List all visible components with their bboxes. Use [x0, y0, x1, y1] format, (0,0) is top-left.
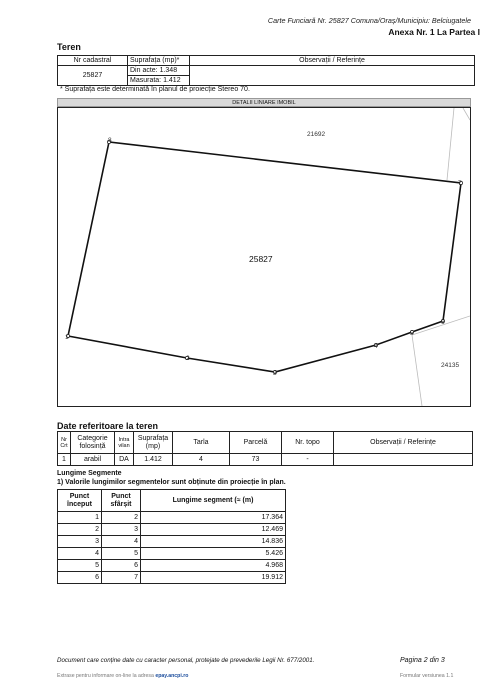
cell-end: 5: [102, 548, 141, 560]
teren-footnote: * Suprafața este determinată în planul de proiecție Stereo 70.: [60, 86, 250, 93]
cell-nr-topo: -: [282, 454, 334, 466]
header-parcela: Parcelă: [230, 432, 282, 454]
table-row: [58, 454, 473, 466]
suprafata-masurata: Masurata: 1.412: [128, 76, 190, 86]
footer-disclaimer: Document care conține date cu caracter personal, protejate de prevederile Legii Nr. 677/2001.: [57, 657, 315, 664]
cell-end: 2: [102, 512, 141, 524]
parcel-map: [57, 107, 471, 407]
table-row: [58, 524, 286, 536]
parcel-number-label: 25827: [249, 254, 273, 264]
cell-nr-crt: 1: [58, 454, 71, 466]
nr-cadastral-value: 25827: [58, 66, 128, 86]
date-referitoare-table: [57, 431, 473, 466]
header-lungime: Lungime segment (≈ (m): [141, 490, 286, 512]
table-row: [58, 548, 286, 560]
vertex-label: 2: [186, 355, 190, 362]
col-suprafata: Suprafața (mp)*: [128, 56, 190, 66]
header-punct-inceput: Punct început: [58, 490, 102, 512]
segments-title: Lungime Segmente: [57, 470, 122, 477]
cell-length: 4.968: [141, 560, 286, 572]
col-observatii: Observații / Referințe: [190, 56, 475, 66]
header-observatii: Observații / Referințe: [334, 432, 473, 454]
cell-start: 6: [58, 572, 102, 584]
cell-start: 4: [58, 548, 102, 560]
cell-tarla: 4: [173, 454, 230, 466]
table-row: [58, 512, 286, 524]
cell-observatii: [334, 454, 473, 466]
cell-length: 12.469: [141, 524, 286, 536]
cell-start: 1: [58, 512, 102, 524]
vertex-label: 5: [410, 330, 414, 337]
header-nr-topo: Nr. topo: [282, 432, 334, 454]
neighbor-boundary-line: [412, 335, 422, 406]
cell-length: 19.912: [141, 572, 286, 584]
footer-extract-text: Extrase pentru informare on-line la adresa: [57, 673, 154, 679]
table-row: [58, 560, 286, 572]
header-cf-line: Carte Funciară Nr. 25827 Comuna/Oraș/Municipiu: Belciugatele: [267, 16, 471, 25]
anexa-title: Anexa Nr. 1 La Partea I: [388, 27, 480, 37]
header-suprafata: Suprafața (mp): [134, 432, 173, 454]
vertex-label: 4: [374, 343, 378, 350]
cell-length: 17.364: [141, 512, 286, 524]
teren-table: [57, 55, 475, 86]
date-referitoare-title: Date referitoare la teren: [57, 421, 159, 431]
teren-section-title: Teren: [57, 42, 81, 52]
header-categorie: Categorie folosință: [71, 432, 115, 454]
vertex-label: 8: [108, 137, 112, 144]
cell-start: 2: [58, 524, 102, 536]
cell-parcela: 73: [230, 454, 282, 466]
epay-link[interactable]: epay.ancpi.ro: [155, 673, 189, 679]
cell-start: 5: [58, 560, 102, 572]
cell-length: 5.426: [141, 548, 286, 560]
vertex-label: 7: [458, 180, 462, 187]
col-nr-cadastral: Nr cadastral: [58, 56, 128, 66]
cell-intravilan: DA: [115, 454, 134, 466]
table-row: [58, 536, 286, 548]
segments-subtitle: 1) Valorile lungimilor segmentelor sunt obținute din proiecție în plan.: [57, 479, 286, 486]
cell-length: 14.836: [141, 536, 286, 548]
map-section-label: DETALII LINIARE IMOBIL: [57, 98, 471, 107]
cell-start: 3: [58, 536, 102, 548]
cell-categorie: arabil: [71, 454, 115, 466]
header-tarla: Tarla: [173, 432, 230, 454]
vertex-label: 6: [441, 319, 445, 326]
neighbor-boundary-line: [447, 108, 454, 180]
cell-end: 6: [102, 560, 141, 572]
vertex-label: 1: [65, 334, 69, 341]
header-intravilan: Intra vilan: [115, 432, 134, 454]
neighbor-label-top: 21692: [307, 131, 326, 138]
table-row: [58, 572, 286, 584]
vertex-label: 3: [273, 370, 277, 377]
footer-extract-note: [57, 673, 188, 679]
suprafata-acte: Din acte: 1.348: [128, 66, 190, 76]
form-version: Formular versiunea 1.1: [400, 673, 454, 679]
cell-end: 4: [102, 536, 141, 548]
observatii-value: [190, 66, 475, 86]
cell-end: 3: [102, 524, 141, 536]
header-nr-crt: Nr Crt: [58, 432, 71, 454]
segments-table: [57, 489, 286, 584]
neighbor-label-right: 24135: [441, 362, 460, 369]
page-number: Pagina 2 din 3: [400, 657, 445, 664]
header-punct-sfarsit: Punct sfârșit: [102, 490, 141, 512]
neighbor-boundary-line: [463, 108, 470, 120]
cell-end: 7: [102, 572, 141, 584]
cell-suprafata: 1.412: [134, 454, 173, 466]
